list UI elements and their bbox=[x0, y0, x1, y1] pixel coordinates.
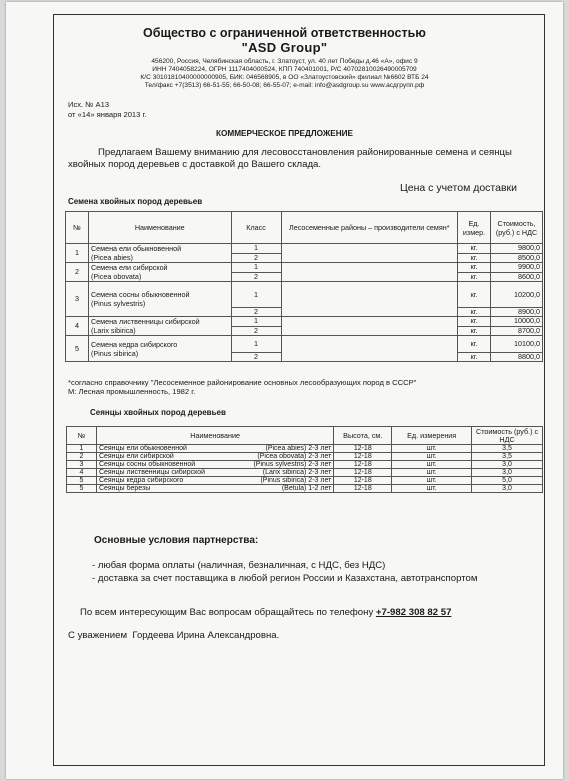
unit-cell: шт. bbox=[392, 477, 472, 485]
price-cell: 10000,0 bbox=[491, 317, 543, 327]
requisites-line: К/С 30101810400000000905, БИК: 046568905, в ОО «Златоустовский» филиал №6602 ВТБ 24 bbox=[140, 74, 429, 81]
height-cell: 12-18 bbox=[334, 461, 392, 469]
col-header-name: Наименование bbox=[96, 427, 333, 445]
footnote-line: М: Лесная промышленность, 1982 г. bbox=[68, 387, 196, 396]
company-name-line1: Общество с ограниченной ответственностью bbox=[143, 26, 426, 40]
table-row bbox=[66, 244, 543, 254]
product-name: Сеянцы березы (Betula) 1-2 лет bbox=[96, 485, 333, 493]
row-number: 3 bbox=[66, 282, 89, 317]
price-cell: 3,0 bbox=[472, 485, 543, 493]
product-name: Семена лиственницы сибирской (Larix sibirica) bbox=[88, 317, 231, 336]
col-header-unit: Ед. измерения bbox=[392, 427, 472, 445]
row-number: 4 bbox=[67, 469, 97, 477]
product-name: Семена ели сибирской (Picea obovata) bbox=[88, 263, 231, 282]
col-header-class: Класс bbox=[231, 212, 281, 244]
regions-cell bbox=[281, 244, 458, 263]
table-row bbox=[66, 263, 543, 273]
row-number: 1 bbox=[67, 445, 97, 453]
price-cell: 5,0 bbox=[472, 477, 543, 485]
unit-cell: кг. bbox=[458, 336, 491, 353]
col-header-number: № bbox=[67, 427, 97, 445]
price-cell: 3,0 bbox=[472, 461, 543, 469]
class-cell: 1 bbox=[231, 317, 281, 327]
unit-cell: кг. bbox=[458, 263, 491, 273]
product-name: Семена кедра сибирского (Pinus sibirica) bbox=[88, 336, 231, 362]
product-name: Сеянцы кедра сибирского (Pinus sibirica) 2-3 лет bbox=[96, 477, 333, 485]
table-row bbox=[67, 477, 543, 485]
regions-cell bbox=[281, 282, 458, 317]
height-cell: 12-18 bbox=[334, 445, 392, 453]
regions-cell bbox=[281, 336, 458, 362]
class-cell: 1 bbox=[231, 263, 281, 273]
row-number: 5 bbox=[66, 336, 89, 362]
seedlings-section-title: Сеянцы хвойных пород деревьев bbox=[90, 408, 226, 417]
col-header-height: Высота, см. bbox=[334, 427, 392, 445]
class-cell: 2 bbox=[231, 353, 281, 362]
height-cell: 12-18 bbox=[334, 477, 392, 485]
product-name: Сеянцы ели сибирской (Picea obovata) 2-3 лет bbox=[96, 453, 333, 461]
price-note: Цена с учетом доставки bbox=[400, 182, 517, 194]
product-name: Сеянцы ели обыкновенной (Picea abies) 2-3 лет bbox=[96, 445, 333, 453]
col-header-number: № bbox=[66, 212, 89, 244]
document-page bbox=[6, 2, 563, 779]
class-cell: 2 bbox=[231, 326, 281, 336]
height-cell: 12-18 bbox=[334, 485, 392, 493]
class-cell: 2 bbox=[231, 253, 281, 263]
table-header-row bbox=[67, 427, 543, 445]
unit-cell: шт. bbox=[392, 453, 472, 461]
unit-cell: шт. bbox=[392, 461, 472, 469]
col-header-price: Стоимость (руб.) с НДС bbox=[472, 427, 543, 445]
price-cell: 10200,0 bbox=[491, 282, 543, 308]
seeds-table bbox=[65, 211, 543, 362]
intro-paragraph: Предлагаем Вашему вниманию для лесовосстановления районированные семена и сеянцы хвойных пород деревьев с доставкой до Вашего склада. bbox=[68, 147, 512, 170]
seeds-section-title: Семена хвойных пород деревьев bbox=[68, 197, 203, 206]
price-cell: 10100,0 bbox=[491, 336, 543, 353]
table-row bbox=[67, 485, 543, 493]
table-row bbox=[67, 445, 543, 453]
unit-cell: кг. bbox=[458, 272, 491, 282]
price-cell: 9800,0 bbox=[491, 244, 543, 254]
col-header-name: Наименование bbox=[88, 212, 231, 244]
product-name: Сеянцы лиственницы сибирской (Larix sibirica) 2-3 лет bbox=[96, 469, 333, 477]
condition-item: - доставка за счет поставщика в любой регион России и Казахстана, автотранспортом bbox=[92, 573, 478, 584]
price-cell: 3,0 bbox=[472, 469, 543, 477]
phone-link[interactable]: +7-982 308 82 57 bbox=[375, 607, 452, 618]
unit-cell: кг. bbox=[458, 353, 491, 362]
row-number: 5 bbox=[67, 485, 97, 493]
regions-cell bbox=[281, 263, 458, 282]
regions-cell bbox=[281, 317, 458, 336]
unit-cell: кг. bbox=[458, 308, 491, 317]
col-header-price: Стоимость, (руб.) с НДС bbox=[491, 212, 543, 244]
requisites-line: ИНН 7404058224, ОГРН 1117404000524, КПП 740401001, Р/С 40702810026490005709 bbox=[152, 66, 417, 73]
row-number: 4 bbox=[66, 317, 89, 336]
company-name-line2: "ASD Group" bbox=[241, 40, 328, 55]
class-cell: 2 bbox=[231, 308, 281, 317]
class-cell: 2 bbox=[231, 272, 281, 282]
row-number: 5 bbox=[67, 477, 97, 485]
document-title: КОММЕРЧЕСКОЕ ПРЕДЛОЖЕНИЕ bbox=[216, 129, 353, 138]
price-cell: 8700,0 bbox=[491, 326, 543, 336]
signer-name: Гордеева Ирина Александровна. bbox=[132, 630, 280, 641]
unit-cell: шт. bbox=[392, 445, 472, 453]
row-number: 1 bbox=[66, 244, 89, 263]
price-cell: 8900,0 bbox=[491, 308, 543, 317]
table-row bbox=[66, 282, 543, 308]
row-number: 2 bbox=[66, 263, 89, 282]
row-number: 2 bbox=[67, 453, 97, 461]
outgoing-number: Исх. № А13 bbox=[68, 100, 110, 109]
outgoing-date: от «14» января 2013 г. bbox=[68, 110, 147, 119]
unit-cell: шт. bbox=[392, 485, 472, 493]
table-row bbox=[67, 469, 543, 477]
class-cell: 1 bbox=[231, 282, 281, 308]
contact-text: По всем интересующим Вас вопросам обращайтесь по телефону bbox=[80, 607, 374, 618]
class-cell: 1 bbox=[231, 336, 281, 353]
regards-text: С уважением bbox=[68, 630, 128, 641]
table-header-row bbox=[66, 212, 543, 244]
conditions-title: Основные условия партнерства: bbox=[94, 535, 259, 546]
unit-cell: шт. bbox=[392, 469, 472, 477]
col-header-unit: Ед. измер. bbox=[458, 212, 491, 244]
condition-item: - любая форма оплаты (наличная, безналичная, с НДС, без НДС) bbox=[92, 560, 386, 571]
requisites-line: Тел/факс +7(3513) 66-51-55; 66-50-08; 66-55-07; e-mail: info@asdgroup.su www.асдгрупп.рф bbox=[144, 82, 425, 89]
product-name: Сеянцы сосны обыкновенной (Pinus sylvestris) 2-3 лет bbox=[96, 461, 333, 469]
height-cell: 12-18 bbox=[334, 469, 392, 477]
unit-cell: кг. bbox=[458, 244, 491, 254]
price-cell: 3,5 bbox=[472, 453, 543, 461]
requisites-line: 456200, Россия, Челябинская область, г. Златоуст, ул. 40 лет Победы д.46 «А», офис 9 bbox=[151, 58, 418, 65]
footnote-line: *согласно справочнику "Лесосеменное районирование основных лесообразующих пород в СССР" bbox=[68, 378, 417, 387]
height-cell: 12-18 bbox=[334, 453, 392, 461]
class-cell: 1 bbox=[231, 244, 281, 254]
unit-cell: кг. bbox=[458, 282, 491, 308]
table-row bbox=[66, 336, 543, 353]
table-row bbox=[67, 453, 543, 461]
price-cell: 8500,0 bbox=[491, 253, 543, 263]
footnote bbox=[68, 378, 416, 396]
contact-line bbox=[80, 607, 451, 618]
price-cell: 8800,0 bbox=[491, 353, 543, 362]
signature-line bbox=[68, 630, 279, 641]
product-name: Семена ели обыкновенной (Picea abies) bbox=[88, 244, 231, 263]
unit-cell: кг. bbox=[458, 326, 491, 336]
unit-cell: кг. bbox=[458, 253, 491, 263]
table-row bbox=[66, 317, 543, 327]
price-cell: 8600,0 bbox=[491, 272, 543, 282]
price-cell: 3,5 bbox=[472, 445, 543, 453]
seedlings-table bbox=[66, 426, 543, 493]
table-row bbox=[67, 461, 543, 469]
unit-cell: кг. bbox=[458, 317, 491, 327]
col-header-regions: Лесосеменные районы – производители семян* bbox=[281, 212, 458, 244]
row-number: 3 bbox=[67, 461, 97, 469]
price-cell: 9900,0 bbox=[491, 263, 543, 273]
product-name: Семена сосны обыкновенной (Pinus sylvestris) bbox=[88, 282, 231, 317]
